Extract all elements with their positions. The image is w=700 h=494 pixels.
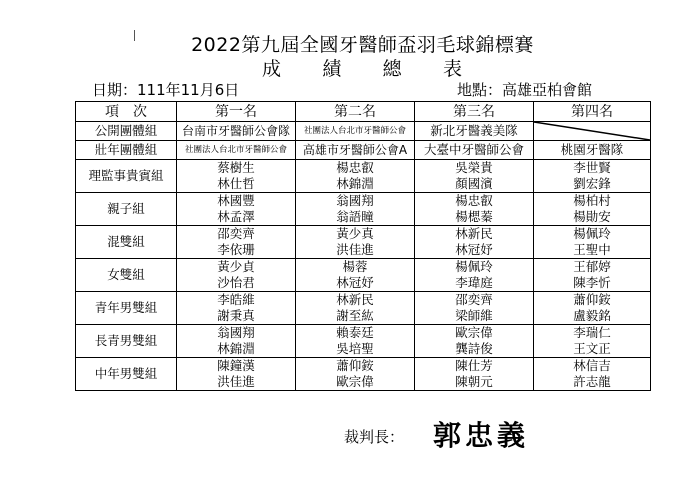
subtitle-char: 表: [442, 58, 462, 80]
player-name: 陳鐘漢: [217, 358, 255, 373]
player-name: 翁國翔: [217, 325, 255, 340]
player-name: 王郁婷: [573, 259, 611, 274]
subtitle-char: 成: [262, 58, 282, 80]
event-place: 地點：高雄亞柏會館: [457, 81, 593, 99]
player-name: 林冠妤: [455, 242, 493, 257]
player-name: 林錦淵: [336, 176, 374, 191]
results-table: [75, 101, 651, 391]
header-place: 第一名: [177, 102, 296, 122]
event-date: 日期：111年11月6日: [92, 81, 240, 99]
judge-signature: 郭忠義: [433, 419, 530, 452]
player-name: 楊楒蓁: [455, 209, 493, 224]
category-cell: 青年男雙組: [76, 292, 177, 325]
category-cell: 長青男雙組: [76, 325, 177, 358]
team-cell: 高雄市牙醫師公會A: [296, 141, 415, 160]
pair-cell: [177, 226, 296, 259]
pair-cell: [415, 358, 534, 391]
empty-diagonal-cell: [534, 122, 651, 141]
player-name: 王聖中: [573, 242, 611, 257]
player-name: 許志龍: [573, 374, 611, 389]
pair-cell: [534, 259, 651, 292]
pair-cell: [415, 193, 534, 226]
player-name: 林國豐: [217, 193, 255, 208]
player-name: 李瑞仁: [573, 325, 611, 340]
player-name: 龔詩俊: [455, 341, 493, 356]
player-name: 李瑋庭: [455, 275, 493, 290]
pair-cell: [177, 193, 296, 226]
player-name: 楊佩玲: [455, 259, 493, 274]
pair-cell: [177, 358, 296, 391]
player-name: 陳仕芳: [455, 358, 493, 373]
table-row: [76, 292, 651, 325]
team-cell: 新北牙醫義美隊: [415, 122, 534, 141]
pair-cell: [296, 259, 415, 292]
player-name: 楊勛安: [573, 209, 611, 224]
pair-cell: [415, 292, 534, 325]
pair-cell: [296, 325, 415, 358]
player-name: 翁語瞳: [336, 209, 374, 224]
category-cell: 女雙組: [76, 259, 177, 292]
pair-cell: [415, 259, 534, 292]
table-row: [76, 259, 651, 292]
player-name: 李依珊: [217, 242, 255, 257]
player-name: 楊忠叡: [336, 160, 374, 175]
pair-cell: [534, 292, 651, 325]
category-cell: 混雙組: [76, 226, 177, 259]
player-name: 林新民: [455, 226, 493, 241]
player-name: 李皓維: [217, 292, 255, 307]
player-name: 林新民: [336, 292, 374, 307]
player-name: 楊忠叡: [455, 193, 493, 208]
player-name: 黃少真: [336, 226, 374, 241]
pair-cell: [534, 193, 651, 226]
results-table-body: [76, 102, 651, 391]
pair-cell: [177, 292, 296, 325]
player-name: 劉宏鋒: [573, 176, 611, 191]
player-name: 謝至紘: [336, 308, 374, 323]
pair-cell: [177, 259, 296, 292]
header-place: 第四名: [534, 102, 651, 122]
player-name: 林信吉: [573, 358, 611, 373]
player-name: 歐宗偉: [455, 325, 493, 340]
player-name: 陳李忻: [573, 275, 611, 290]
team-cell: 社團法人台北市牙醫師公會: [177, 141, 296, 160]
table-row: [76, 325, 651, 358]
pair-cell: [296, 292, 415, 325]
pair-cell: [415, 325, 534, 358]
pair-cell: [534, 358, 651, 391]
player-name: 楊佩玲: [573, 226, 611, 241]
player-name: 蕭仰銨: [336, 358, 374, 373]
category-cell: 理監事貴賓組: [76, 160, 177, 193]
table-row: [76, 141, 651, 160]
player-name: 林孟澤: [217, 209, 255, 224]
player-name: 楊蓉: [342, 259, 368, 274]
player-name: 蕭仰銨: [573, 292, 611, 307]
pair-cell: [177, 325, 296, 358]
player-name: 顏國濱: [455, 176, 493, 191]
subtitle-char: 總: [382, 58, 402, 80]
category-cell: 中年男雙組: [76, 358, 177, 391]
header-place: 第二名: [296, 102, 415, 122]
team-cell: 桃園牙醫隊: [534, 141, 651, 160]
subtitle-char: 績: [322, 58, 342, 80]
header-place: 第三名: [415, 102, 534, 122]
pair-cell: [296, 226, 415, 259]
judge-label: 裁判長：: [344, 428, 405, 446]
table-row: [76, 193, 651, 226]
category-cell: 公開團體組: [76, 122, 177, 141]
table-row: [76, 226, 651, 259]
player-name: 林冠妤: [336, 275, 374, 290]
player-name: 洪佳進: [336, 242, 374, 257]
pair-cell: [534, 160, 651, 193]
player-name: 謝秉真: [217, 308, 255, 323]
pair-cell: [296, 160, 415, 193]
team-cell: 社團法人台北市牙醫師公會: [296, 122, 415, 141]
player-name: 盧毅銘: [573, 308, 611, 323]
pair-cell: [296, 193, 415, 226]
player-name: 歐宗偉: [336, 374, 374, 389]
player-name: 沙怡君: [217, 275, 255, 290]
document-title: 2022第九屆全國牙醫師盃羽毛球錦標賽: [191, 34, 534, 56]
pair-cell: [415, 160, 534, 193]
player-name: 邵奕齊: [455, 292, 493, 307]
player-name: 賴泰廷: [336, 325, 374, 340]
team-cell: 台南市牙醫師公會隊: [177, 122, 296, 141]
player-name: 楊柏村: [573, 193, 611, 208]
player-name: 黃少貞: [217, 259, 255, 274]
pair-cell: [534, 226, 651, 259]
player-name: 邵奕齊: [217, 226, 255, 241]
pair-cell: [296, 358, 415, 391]
player-name: 蔡樹生: [217, 160, 255, 175]
player-name: 林錦淵: [217, 341, 255, 356]
team-cell: 大臺中牙醫師公會: [415, 141, 534, 160]
header-item: 項 次: [76, 102, 177, 122]
player-name: 翁國翔: [336, 193, 374, 208]
player-name: 李世賢: [573, 160, 611, 175]
category-cell: 親子組: [76, 193, 177, 226]
pair-cell: [177, 160, 296, 193]
table-row: [76, 358, 651, 391]
pair-cell: [534, 325, 651, 358]
player-name: 王文正: [573, 341, 611, 356]
document-subtitle: [262, 54, 462, 81]
player-name: 吳榮貴: [455, 160, 493, 175]
table-header-row: [76, 102, 651, 122]
player-name: 林仕哲: [217, 176, 255, 191]
player-name: 吳培聖: [336, 341, 374, 356]
table-row: [76, 122, 651, 141]
table-row: [76, 160, 651, 193]
player-name: 陳朝元: [455, 374, 493, 389]
pair-cell: [415, 226, 534, 259]
player-name: 梁師維: [455, 308, 493, 323]
player-name: 洪佳進: [217, 374, 255, 389]
category-cell: 壯年團體組: [76, 141, 177, 160]
